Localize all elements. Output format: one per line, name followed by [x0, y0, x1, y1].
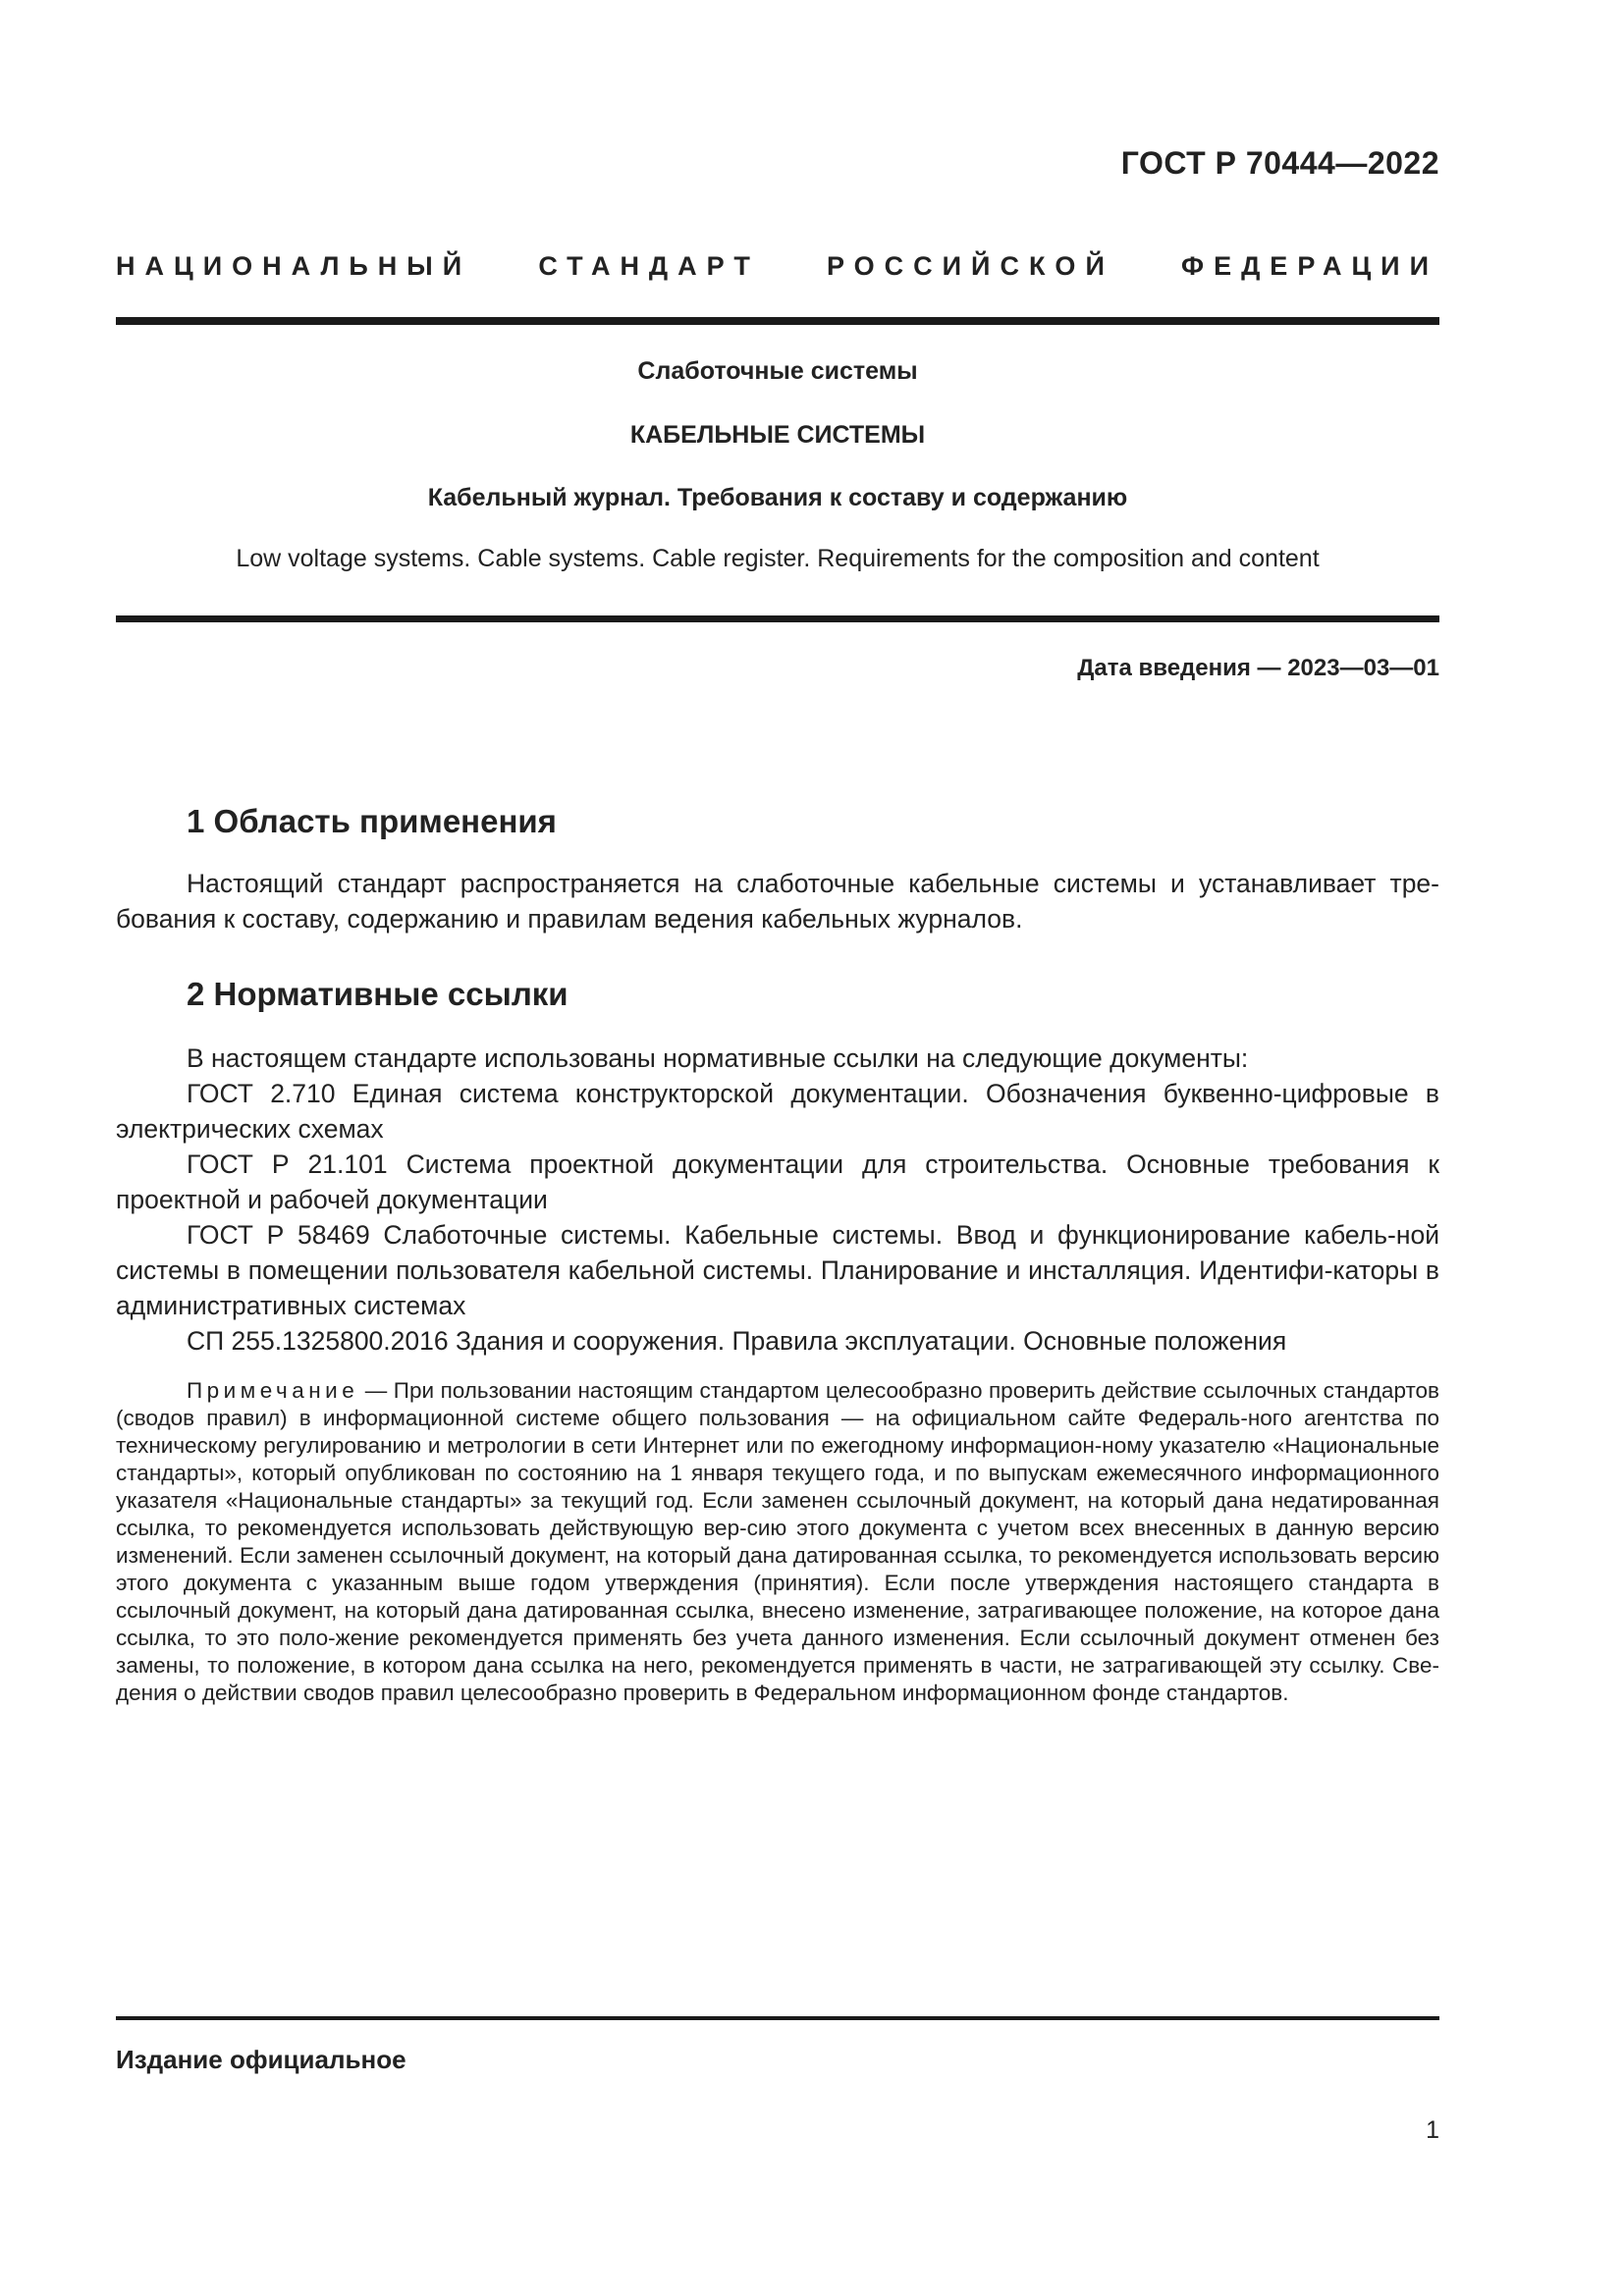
references-intro: В настоящем стандарте использованы нормативные ссылки на следующие документы:	[187, 1043, 1249, 1073]
note-label: Примечание	[187, 1378, 359, 1403]
page-number: 1	[1426, 2116, 1439, 2144]
document-title-english: Low voltage systems. Cable systems. Cable register. Requirements for the composition and content	[236, 545, 1320, 572]
section-1-heading: 1 Область применения	[187, 803, 557, 839]
footer-divider	[116, 2016, 1439, 2020]
note-text: — При пользовании настоящим стандартом целесообразно проверить действие ссылочных стандартов (сводов правил) в информационной системе общего пользования — на официальном сайте Федераль-ного агентства по техническому регулированию и метрологии в сети Интернет или по ежегодному информацион-ному указателю «Национальные стандарты», который опубликован по состоянию на 1 января текущего года, и по выпускам ежемесячного информационного указателя «Национальные стандарты» за текущий год. Если заменен ссылочный документ, на который дана недатированная ссылка, то рекомендуется использовать действующую вер-сию этого документа с учетом всех внесенных в данную версию изменений. Если заменен ссылочный документ, на который дана датированная ссылка, то рекомендуется использовать версию этого документа с указанным выше годом утверждения (принятия). Если после утверждения настоящего стандарта в ссылочный документ, на который дана датированная ссылка, внесено изменение, затрагивающее положение, на которое дана ссылка, то это поло-жение рекомендуется применять без учета данного изменения. Если ссылочный документ отменен без замены, то положение, в котором дана ссылка на него, рекомендуется применять в части, не затрагивающей эту ссылку. Све-дения о действии сводов правил целесообразно проверить в Федеральном информационном фонде стандартов.	[116, 1378, 1439, 1705]
document-title-sub: Кабельный журнал. Требования к составу и содержанию	[427, 484, 1128, 511]
document-subtitle: Слаботочные системы	[637, 357, 918, 385]
official-edition-label: Издание официальное	[116, 2045, 406, 2074]
reference-item: СП 255.1325800.2016 Здания и сооружения. Правила эксплуатации. Основные положения	[187, 1326, 1287, 1356]
standard-banner: НАЦИОНАЛЬНЫЙ СТАНДАРТ РОССИЙСКОЙ ФЕДЕРАЦИИ	[116, 251, 1438, 281]
section-2-body	[116, 1041, 1439, 1359]
top-divider	[116, 317, 1439, 325]
reference-item: ГОСТ Р 58469 Слаботочные системы. Кабельные системы. Ввод и функционирование кабель-ной системы в помещении пользователя кабельной системы. Планирование и инсталляция. Идентифи-каторы в административных системах	[116, 1220, 1439, 1320]
document-title: КАБЕЛЬНЫЕ СИСТЕМЫ	[629, 421, 926, 449]
note-paragraph	[116, 1377, 1439, 1707]
reference-item: ГОСТ Р 21.101 Система проектной документации для строительства. Основные требования к проектной и рабочей документации	[116, 1149, 1439, 1214]
section-1-body	[116, 866, 1439, 936]
section-1-paragraph: Настоящий стандарт распространяется на слаботочные кабельные системы и устанавливает тре-бования к составу, содержанию и правилам ведения кабельных журналов.	[116, 869, 1439, 934]
title-divider	[116, 615, 1439, 622]
document-number: ГОСТ Р 70444—2022	[1120, 145, 1439, 181]
section-2-heading: 2 Нормативные ссылки	[187, 976, 568, 1012]
introduction-date: Дата введения — 2023—03—01	[1077, 655, 1439, 681]
reference-item: ГОСТ 2.710 Единая система конструкторской документации. Обозначения буквенно-цифровые в электрических схемах	[116, 1079, 1439, 1144]
